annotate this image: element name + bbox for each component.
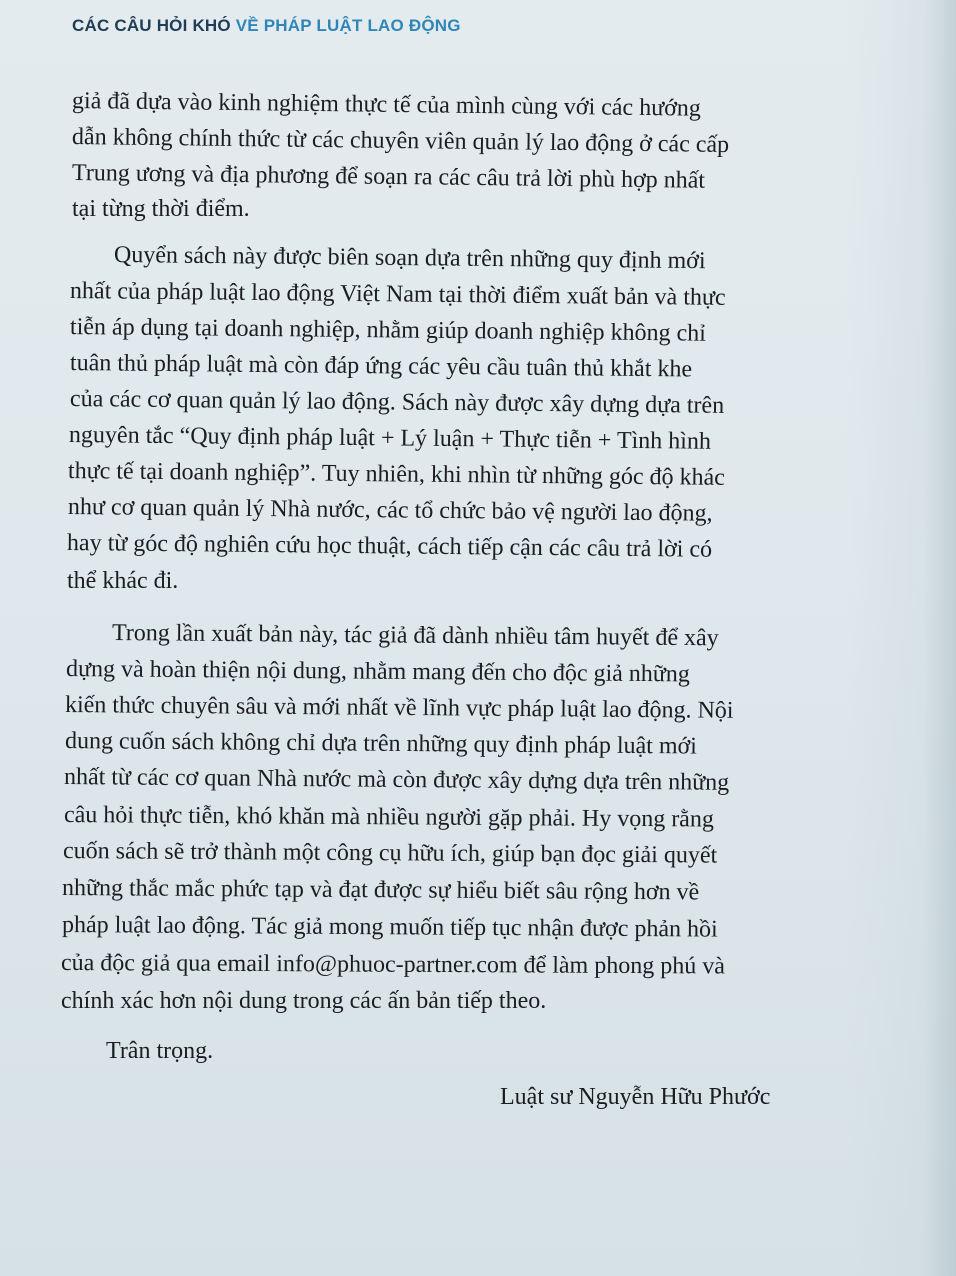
page-edge-shadow: [846, 0, 956, 1276]
running-header: [72, 16, 461, 36]
text-line: chính xác hơn nội dung trong các ấn bản tiếp theo.: [61, 988, 547, 1014]
text-line: tại từng thời điểm.: [72, 196, 250, 222]
running-header-part-2: VỀ PHÁP LUẬT LAO ĐỘNG: [235, 16, 461, 35]
text-line: nhất từ các cơ quan Nhà nước mà còn được xây dựng dựa trên những: [63, 764, 730, 796]
text-line: dựng và hoàn thiện nội dung, nhằm mang đến cho độc giả những: [65, 656, 690, 688]
text-line: như cơ quan quản lý Nhà nước, các tổ chức bảo vệ người lao động,: [67, 494, 713, 527]
running-header-part-1: CÁC CÂU HỎI KHÓ: [72, 16, 236, 35]
text-line: cuốn sách sẽ trở thành một công cụ hữu ích, giúp bạn đọc giải quyết: [62, 838, 718, 869]
text-line: dung cuốn sách không chỉ dựa trên những quy định pháp luật mới: [64, 728, 698, 760]
text-line: thể khác đi.: [67, 568, 179, 594]
text-line: những thắc mắc phức tạp và đạt được sự hiểu biết sâu rộng hơn về: [61, 875, 700, 906]
text-line: kiến thức chuyên sâu và mới nhất về lĩnh vực pháp luật lao động. Nội: [64, 692, 734, 724]
text-line: Trong lần xuất bản này, tác giả đã dành nhiều tâm huyết để xây: [111, 620, 719, 652]
text-line: Quyển sách này được biên soạn dựa trên những quy định mới: [113, 242, 706, 275]
text-line: dẫn không chính thức từ các chuyên viên quản lý lao động ở các cấp: [71, 124, 730, 159]
text-line: nguyên tắc “Quy định pháp luật + Lý luận + Thực tiễn + Tình hình: [68, 422, 712, 455]
text-line: câu hỏi thực tiễn, khó khăn mà nhiều người gặp phải. Hy vọng rằng: [63, 802, 714, 833]
text-line: của các cơ quan quản lý lao động. Sách này được xây dựng dựa trên: [69, 386, 725, 419]
text-line: nhất của pháp luật lao động Việt Nam tại thời điểm xuất bản và thực: [69, 278, 726, 311]
text-line: tiễn áp dụng tại doanh nghiệp, nhằm giúp doanh nghiệp không chỉ: [69, 314, 706, 347]
text-line: của độc giả qua email info@phuoc-partner.com để làm phong phú và: [60, 950, 725, 980]
text-line: thực tế tại doanh nghiệp”. Tuy nhiên, khi nhìn từ những góc độ khác: [67, 458, 726, 491]
text-line: Trung ương và địa phương để soạn ra các câu trả lời phù hợp nhất: [71, 160, 706, 194]
closing-text: Trân trọng.: [106, 1038, 214, 1064]
text-line: tuân thủ pháp luật mà còn đáp ứng các yêu cầu tuân thủ khắt khe: [69, 350, 693, 383]
text-line: hay từ góc độ nghiên cứu học thuật, cách tiếp cận các câu trả lời có: [66, 530, 713, 563]
author-signature: Luật sư Nguyễn Hữu Phước: [500, 1084, 771, 1110]
text-line: giả đã dựa vào kinh nghiệm thực tế của mình cùng với các hướng: [71, 88, 702, 122]
text-line: pháp luật lao động. Tác giả mong muốn tiếp tục nhận được phản hồi: [61, 912, 718, 943]
